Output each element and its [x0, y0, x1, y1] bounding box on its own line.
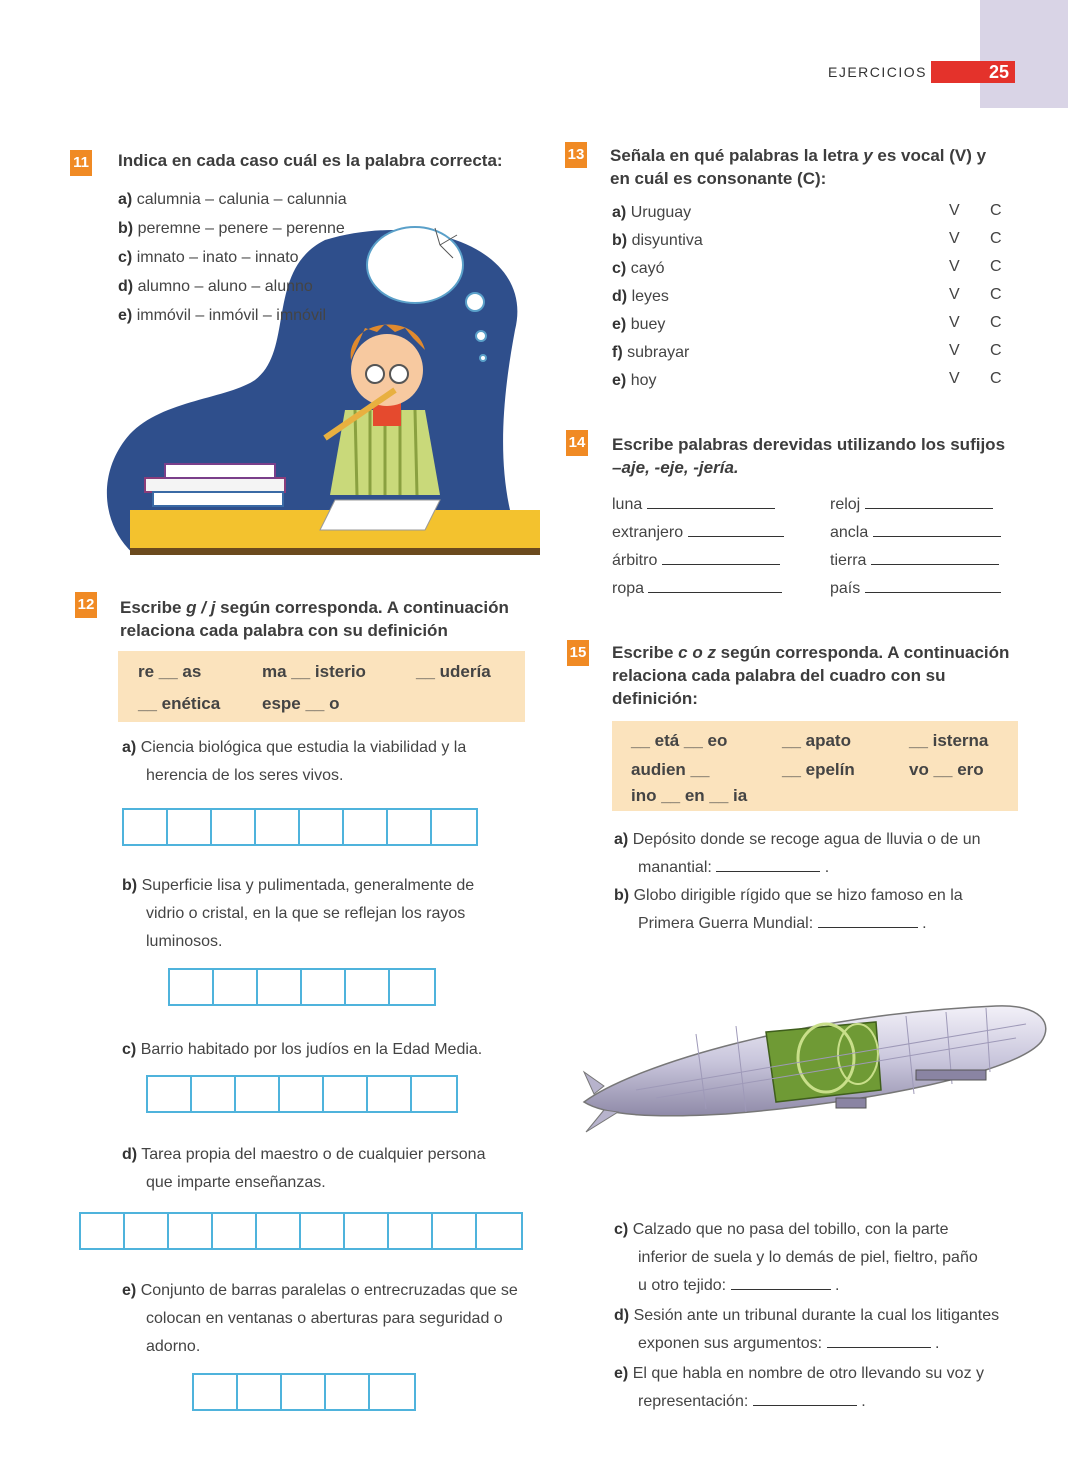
answer-line[interactable]	[871, 551, 999, 565]
ex11-item-a: a) calumnia – calunia – calunnia	[118, 191, 347, 208]
c-option[interactable]: C	[990, 286, 1002, 303]
ex15-word: __ isterna	[909, 731, 989, 750]
c-option[interactable]: C	[990, 314, 1002, 331]
c-option[interactable]: C	[990, 342, 1002, 359]
ex14-row: árbitro	[612, 550, 790, 572]
ex12-def-c: c) Barrio habitado por los judíos en la Edad Media.	[122, 1041, 483, 1058]
ex14-row: tierra	[830, 550, 1008, 572]
ex11-item-c: c) imnato – inato – innato	[118, 249, 299, 266]
ex15-def-e: e) El que habla en nombre de otro llevando su voz y representación: .	[614, 1365, 985, 1410]
c-option[interactable]: C	[990, 202, 1002, 219]
exercise-15-title-line2: relaciona cada palabra del cuadro con su	[612, 666, 946, 685]
ex12-answer-boxes-a[interactable]	[122, 808, 478, 846]
v-option[interactable]: V	[949, 370, 960, 387]
ex12-word: espe __ o	[262, 694, 340, 713]
ex12-answer-boxes-e[interactable]	[192, 1373, 416, 1411]
ex12-word: __ udería	[416, 662, 491, 681]
ex11-item-b: b) peremne – penere – perenne	[118, 220, 345, 237]
exercise-13-title-line2: en cuál es consonante (C):	[610, 169, 827, 188]
ex14-row: país	[830, 578, 1008, 600]
answer-line[interactable]	[865, 495, 993, 509]
ex12-word: re __ as	[138, 662, 202, 681]
answer-line[interactable]	[716, 858, 820, 872]
ex13-item: b) disyuntiva	[612, 232, 703, 249]
ex15-word: __ apato	[782, 731, 851, 750]
ex14-row: ropa	[612, 578, 790, 600]
exercise-12-title-line2: relaciona cada palabra con su definición	[120, 621, 448, 640]
v-option[interactable]: V	[949, 286, 960, 303]
exercise-15-title-line3: definición:	[612, 689, 698, 708]
answer-line[interactable]	[827, 1334, 931, 1348]
v-option[interactable]: V	[949, 230, 960, 247]
ex13-item: e) buey	[612, 316, 666, 333]
v-option[interactable]: V	[949, 314, 960, 331]
ex14-row: extranjero	[612, 522, 790, 544]
ex13-item: a) Uruguay	[612, 204, 692, 221]
answer-line[interactable]	[648, 579, 782, 593]
v-option[interactable]: V	[949, 202, 960, 219]
answer-line[interactable]	[865, 579, 1001, 593]
exercise-14-suffixes: –aje, -eje, -jería.	[612, 458, 739, 477]
ex12-def-a: a) Ciencia biológica que estudia la viabilidad y la herencia de los seres vivos.	[122, 739, 467, 784]
ex14-row: reloj	[830, 494, 1008, 516]
ex14-row: ancla	[830, 522, 1008, 544]
ex15-def-a: a) Depósito donde se recoge agua de lluvia o de un manantial: .	[614, 831, 981, 876]
corner-tab	[980, 0, 1068, 108]
exercise-number-15: 15	[567, 640, 589, 666]
ex12-answer-boxes-b[interactable]	[168, 968, 436, 1006]
ex12-word: __ enética	[138, 694, 221, 713]
ex15-def-b: b) Globo dirigible rígido que se hizo famoso en la Primera Guerra Mundial: .	[614, 887, 963, 932]
ex12-answer-boxes-c[interactable]	[146, 1075, 458, 1113]
exercise-14-title: Escribe palabras derevidas utilizando los sufijos	[612, 435, 1006, 454]
answer-line[interactable]	[753, 1392, 857, 1406]
ex15-word: audien __	[631, 760, 710, 779]
exercise-number-13: 13	[565, 142, 587, 168]
ex11-item-e: e) immóvil – inmóvil – imnóvil	[118, 307, 327, 324]
ex13-item: d) leyes	[612, 288, 669, 305]
ex15-word: vo __ ero	[909, 760, 984, 779]
answer-line[interactable]	[647, 495, 775, 509]
exercise-number-11: 11	[70, 150, 92, 176]
answer-line[interactable]	[662, 551, 780, 565]
ex12-def-e: e) Conjunto de barras paralelas o entrecruzadas que se colocan en ventanas o aberturas para seguridad o adorno.	[122, 1282, 518, 1355]
c-option[interactable]: C	[990, 258, 1002, 275]
answer-line[interactable]	[688, 523, 784, 537]
exercise-15-title: Escribe c o z según corresponda. A continuación	[612, 643, 1010, 662]
ex12-def-b: b) Superficie lisa y pulimentada, generalmente de vidrio o cristal, en la que se reflejan los rayos luminosos.	[122, 877, 475, 950]
ex13-item: c) cayó	[612, 260, 665, 277]
exercise-12-title: Escribe g / j según corresponda. A continuación	[120, 598, 509, 617]
ex15-word: __ epelín	[782, 760, 855, 779]
ex15-word: __ etá __ eo	[631, 731, 728, 750]
exercise-number-14: 14	[566, 430, 588, 456]
ex12-def-d: d) Tarea propia del maestro o de cualquier persona que imparte enseñanzas.	[122, 1146, 486, 1191]
ex13-item: f) subrayar	[612, 344, 690, 361]
ex12-word: ma __ isterio	[262, 662, 366, 681]
ex11-item-d: d) alumno – aluno – alunno	[118, 278, 313, 295]
exercise-number-12: 12	[75, 592, 97, 618]
c-option[interactable]: C	[990, 370, 1002, 387]
answer-line[interactable]	[731, 1276, 831, 1290]
page-number: 25	[931, 61, 1015, 83]
answer-line[interactable]	[818, 914, 918, 928]
section-label: EJERCICIOS	[828, 64, 928, 80]
v-option[interactable]: V	[949, 342, 960, 359]
ex15-def-c: c) Calzado que no pasa del tobillo, con la parte inferior de suela y lo demás de piel, fieltro, paño u otro tejido: .	[614, 1221, 978, 1294]
answer-line[interactable]	[873, 523, 1001, 537]
exercise-11-title: Indica en cada caso cuál es la palabra correcta:	[118, 151, 503, 170]
exercise-13-title: Señala en qué palabras la letra y es vocal (V) y	[610, 146, 987, 165]
ex13-item: e) hoy	[612, 372, 657, 389]
ex14-row: luna	[612, 494, 790, 516]
c-option[interactable]: C	[990, 230, 1002, 247]
ex15-word: ino __ en __ ia	[631, 786, 748, 805]
zeppelin-airship-illustration	[576, 994, 1052, 1142]
ex12-answer-boxes-d[interactable]	[79, 1212, 523, 1250]
ex15-def-d: d) Sesión ante un tribunal durante la cual los litigantes exponen sus argumentos: .	[614, 1307, 1000, 1352]
v-option[interactable]: V	[949, 258, 960, 275]
